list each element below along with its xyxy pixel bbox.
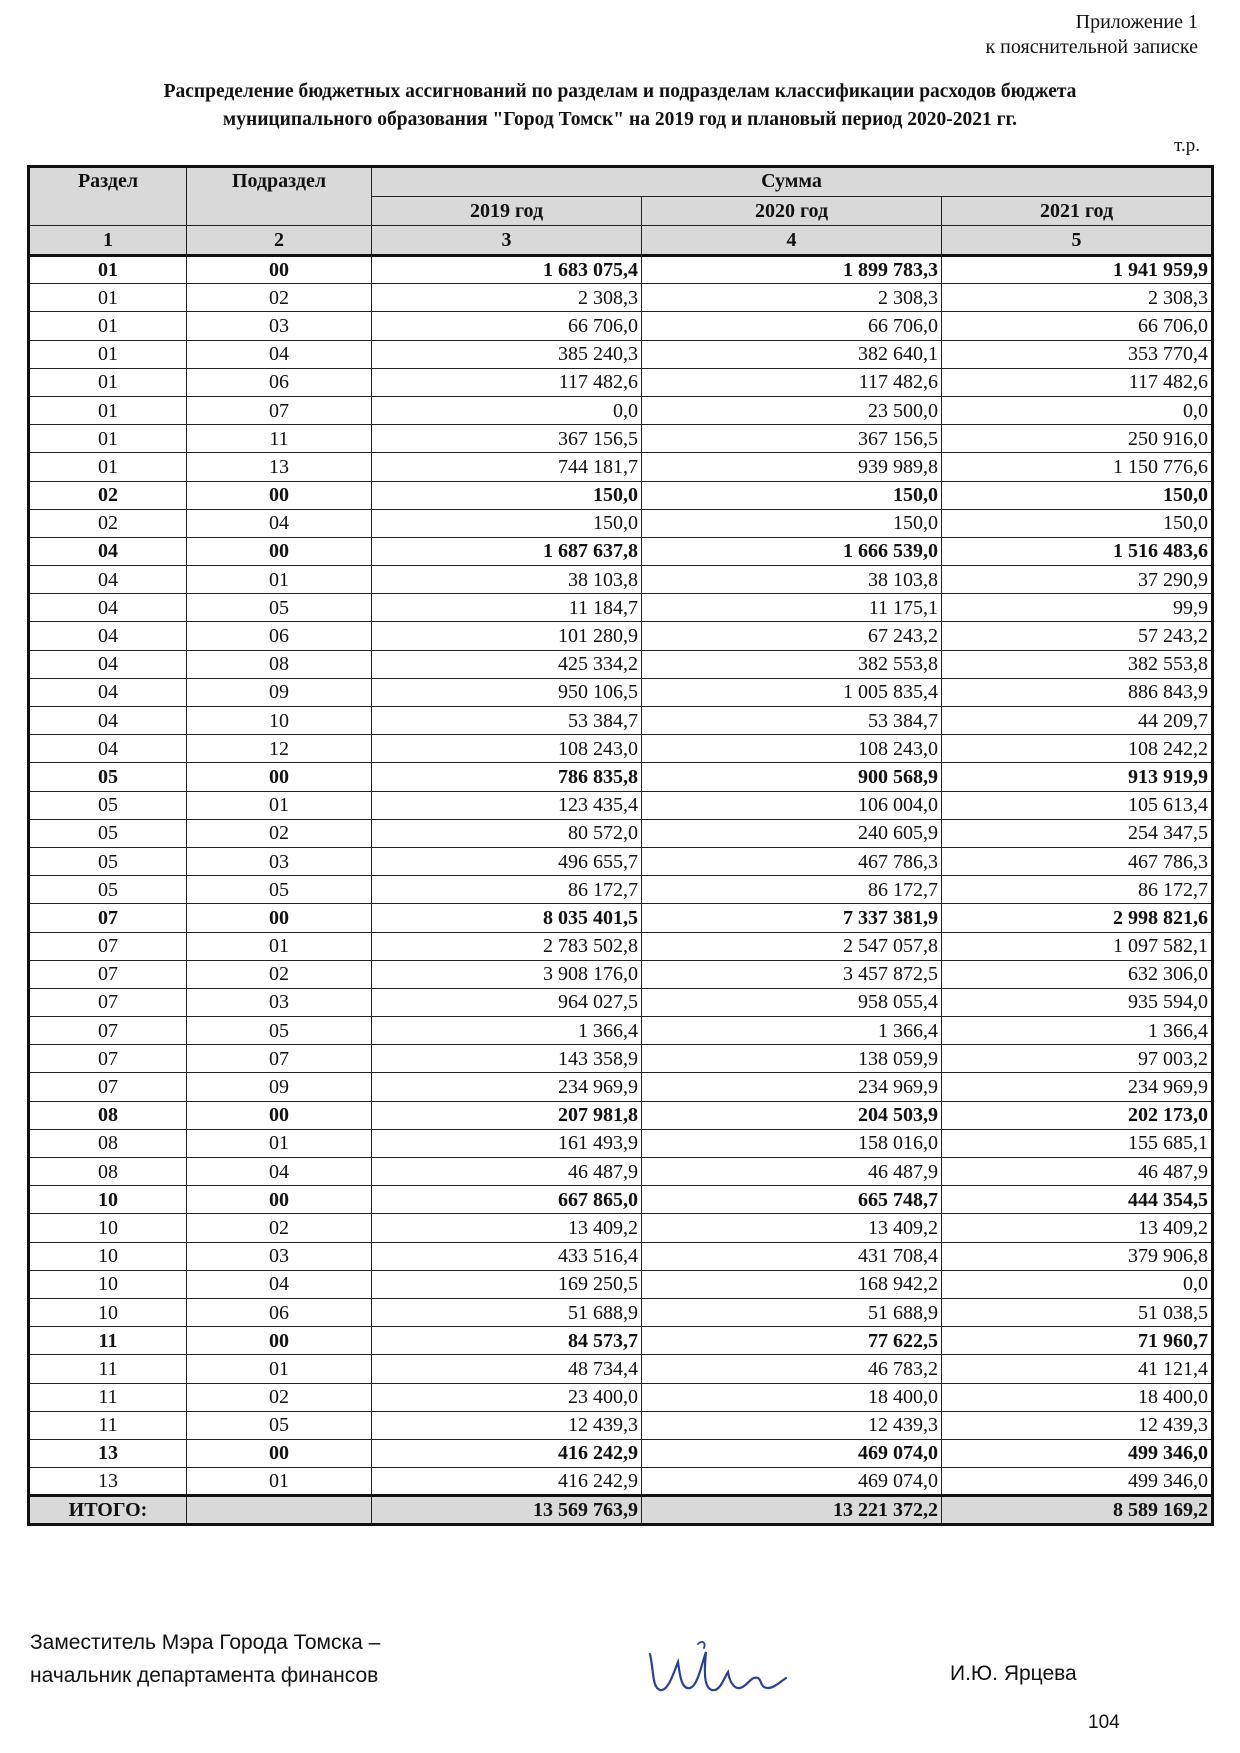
amount-2020: 168 942,2 <box>642 1270 942 1298</box>
section-code: 13 <box>29 1468 187 1496</box>
total-label: ИТОГО: <box>29 1496 187 1525</box>
amount-2020: 234 969,9 <box>642 1073 942 1101</box>
amount-2019: 964 027,5 <box>372 988 642 1016</box>
subsection-code: 09 <box>187 1073 372 1101</box>
amount-2021: 935 594,0 <box>942 988 1213 1016</box>
amount-2021: 37 290,9 <box>942 566 1213 594</box>
table-row <box>29 1017 1213 1045</box>
section-code: 01 <box>29 368 187 396</box>
subsection-code: 07 <box>187 1045 372 1073</box>
amount-2020: 900 568,9 <box>642 763 942 791</box>
section-code: 01 <box>29 256 187 284</box>
column-number-4: 4 <box>642 226 942 256</box>
section-code: 07 <box>29 904 187 932</box>
amount-2021: 254 347,5 <box>942 819 1213 847</box>
amount-2021: 108 242,2 <box>942 735 1213 763</box>
section-code: 02 <box>29 481 187 509</box>
amount-2020: 138 059,9 <box>642 1045 942 1073</box>
table-row <box>29 396 1213 424</box>
section-total-row <box>29 1327 1213 1355</box>
table-row <box>29 340 1213 368</box>
section-code: 07 <box>29 1073 187 1101</box>
section-code: 08 <box>29 1158 187 1186</box>
table-row <box>29 707 1213 735</box>
section-total-row <box>29 1439 1213 1467</box>
amount-2020: 106 004,0 <box>642 791 942 819</box>
amount-2021: 155 685,1 <box>942 1129 1213 1157</box>
section-code: 04 <box>29 566 187 594</box>
amount-2020: 46 783,2 <box>642 1355 942 1383</box>
subsection-code: 05 <box>187 594 372 622</box>
section-code: 08 <box>29 1101 187 1129</box>
subsection-code: 03 <box>187 1242 372 1270</box>
section-code: 07 <box>29 1017 187 1045</box>
section-code: 05 <box>29 791 187 819</box>
signer-name: И.Ю. Ярцева <box>950 1662 1077 1685</box>
table-row <box>29 960 1213 988</box>
amount-2020: 939 989,8 <box>642 453 942 481</box>
amount-2021: 0,0 <box>942 396 1213 424</box>
table-row <box>29 791 1213 819</box>
amount-2020: 86 172,7 <box>642 876 942 904</box>
amount-2020: 12 439,3 <box>642 1411 942 1439</box>
amount-2019: 0,0 <box>372 396 642 424</box>
amount-2020: 150,0 <box>642 509 942 537</box>
column-number-2: 2 <box>187 226 372 256</box>
amount-2019: 496 655,7 <box>372 847 642 875</box>
amount-2021: 105 613,4 <box>942 791 1213 819</box>
column-number-3: 3 <box>372 226 642 256</box>
section-code: 11 <box>29 1355 187 1383</box>
amount-2021: 86 172,7 <box>942 876 1213 904</box>
subsection-code: 10 <box>187 707 372 735</box>
amount-2020: 66 706,0 <box>642 312 942 340</box>
table-row <box>29 735 1213 763</box>
amount-2019: 234 969,9 <box>372 1073 642 1101</box>
amount-2019: 11 184,7 <box>372 594 642 622</box>
amount-2021: 886 843,9 <box>942 678 1213 706</box>
section-code: 10 <box>29 1214 187 1242</box>
section-total-row <box>29 537 1213 565</box>
amount-2019: 2 308,3 <box>372 284 642 312</box>
amount-2019: 1 683 075,4 <box>372 256 642 284</box>
section-code: 07 <box>29 932 187 960</box>
amount-2020: 467 786,3 <box>642 847 942 875</box>
subsection-code: 04 <box>187 1270 372 1298</box>
amount-2019: 150,0 <box>372 481 642 509</box>
amount-2020: 7 337 381,9 <box>642 904 942 932</box>
total-row <box>29 1496 1213 1525</box>
amount-2019: 2 783 502,8 <box>372 932 642 960</box>
section-code: 08 <box>29 1129 187 1157</box>
section-code: 13 <box>29 1439 187 1467</box>
header-sum: Сумма <box>372 167 1213 197</box>
subsection-code: 00 <box>187 904 372 932</box>
amount-2021: 99,9 <box>942 594 1213 622</box>
amount-2019: 86 172,7 <box>372 876 642 904</box>
subsection-code: 00 <box>187 481 372 509</box>
amount-2020: 13 409,2 <box>642 1214 942 1242</box>
subsection-code: 01 <box>187 1129 372 1157</box>
section-code: 01 <box>29 453 187 481</box>
section-code: 07 <box>29 988 187 1016</box>
section-code: 04 <box>29 707 187 735</box>
amount-2021: 18 400,0 <box>942 1383 1213 1411</box>
header-year-2021: 2021 год <box>942 197 1213 226</box>
budget-table <box>27 165 1214 1526</box>
amount-2021: 97 003,2 <box>942 1045 1213 1073</box>
signer-title <box>30 1626 470 1692</box>
header-year-2020: 2020 год <box>642 197 942 226</box>
subsection-code: 01 <box>187 1468 372 1496</box>
amount-2021: 57 243,2 <box>942 622 1213 650</box>
signer-line-2: начальник департамента финансов <box>30 1664 379 1687</box>
table-row <box>29 988 1213 1016</box>
table-row <box>29 1270 1213 1298</box>
amount-2019: 207 981,8 <box>372 1101 642 1129</box>
amount-2021: 632 306,0 <box>942 960 1213 988</box>
amount-2019: 416 242,9 <box>372 1468 642 1496</box>
amount-2019: 950 106,5 <box>372 678 642 706</box>
table-row <box>29 876 1213 904</box>
subsection-code: 00 <box>187 1439 372 1467</box>
table-row <box>29 678 1213 706</box>
amount-2020: 1 666 539,0 <box>642 537 942 565</box>
section-code: 10 <box>29 1298 187 1326</box>
table-row <box>29 1073 1213 1101</box>
table-row <box>29 1468 1213 1496</box>
amount-2019: 51 688,9 <box>372 1298 642 1326</box>
amount-2021: 0,0 <box>942 1270 1213 1298</box>
amount-2021: 499 346,0 <box>942 1468 1213 1496</box>
amount-2020: 18 400,0 <box>642 1383 942 1411</box>
amount-2021: 13 409,2 <box>942 1214 1213 1242</box>
amount-2021: 1 150 776,6 <box>942 453 1213 481</box>
amount-2019: 667 865,0 <box>372 1186 642 1214</box>
appendix-note <box>778 10 1198 60</box>
table-row <box>29 425 1213 453</box>
section-code: 01 <box>29 284 187 312</box>
amount-2021: 499 346,0 <box>942 1439 1213 1467</box>
amount-2021: 1 366,4 <box>942 1017 1213 1045</box>
amount-2020: 51 688,9 <box>642 1298 942 1326</box>
amount-2019: 433 516,4 <box>372 1242 642 1270</box>
subsection-code: 07 <box>187 396 372 424</box>
header-year-2019: 2019 год <box>372 197 642 226</box>
subsection-code: 09 <box>187 678 372 706</box>
subsection-code: 06 <box>187 368 372 396</box>
subsection-code: 01 <box>187 566 372 594</box>
amount-2021: 44 209,7 <box>942 707 1213 735</box>
section-code: 04 <box>29 594 187 622</box>
section-code: 04 <box>29 678 187 706</box>
amount-2019: 1 687 637,8 <box>372 537 642 565</box>
amount-2021: 234 969,9 <box>942 1073 1213 1101</box>
amount-2021: 1 516 483,6 <box>942 537 1213 565</box>
amount-2020: 1 005 835,4 <box>642 678 942 706</box>
section-code: 02 <box>29 509 187 537</box>
document-title <box>40 78 1200 134</box>
section-code: 05 <box>29 763 187 791</box>
subsection-code: 05 <box>187 1017 372 1045</box>
amount-2021: 1 941 959,9 <box>942 256 1213 284</box>
amount-2020: 53 384,7 <box>642 707 942 735</box>
section-total-row <box>29 1186 1213 1214</box>
section-code: 04 <box>29 650 187 678</box>
amount-2021: 150,0 <box>942 481 1213 509</box>
table-row <box>29 1158 1213 1186</box>
total-empty-cell <box>187 1496 372 1525</box>
subsection-code: 00 <box>187 763 372 791</box>
subsection-code: 03 <box>187 312 372 340</box>
amount-2021: 2 308,3 <box>942 284 1213 312</box>
table-row <box>29 1214 1213 1242</box>
amount-2021: 379 906,8 <box>942 1242 1213 1270</box>
subsection-code: 00 <box>187 537 372 565</box>
subsection-code: 03 <box>187 847 372 875</box>
section-code: 01 <box>29 312 187 340</box>
table-row <box>29 932 1213 960</box>
amount-2021: 444 354,5 <box>942 1186 1213 1214</box>
amount-2019: 150,0 <box>372 509 642 537</box>
amount-2019: 46 487,9 <box>372 1158 642 1186</box>
amount-2021: 2 998 821,6 <box>942 904 1213 932</box>
subsection-code: 06 <box>187 622 372 650</box>
section-code: 10 <box>29 1242 187 1270</box>
amount-2020: 1 899 783,3 <box>642 256 942 284</box>
amount-2021: 117 482,6 <box>942 368 1213 396</box>
section-total-row <box>29 904 1213 932</box>
table-row <box>29 1129 1213 1157</box>
amount-2019: 8 035 401,5 <box>372 904 642 932</box>
table-row <box>29 1242 1213 1270</box>
subsection-code: 08 <box>187 650 372 678</box>
total-2019: 13 569 763,9 <box>372 1496 642 1525</box>
amount-2020: 77 622,5 <box>642 1327 942 1355</box>
amount-2021: 46 487,9 <box>942 1158 1213 1186</box>
total-2021: 8 589 169,2 <box>942 1496 1213 1525</box>
subsection-code: 00 <box>187 1327 372 1355</box>
signer-line-1: Заместитель Мэра Города Томска – <box>30 1631 381 1654</box>
amount-2019: 108 243,0 <box>372 735 642 763</box>
subsection-code: 05 <box>187 1411 372 1439</box>
column-number-5: 5 <box>942 226 1213 256</box>
section-code: 05 <box>29 819 187 847</box>
section-code: 10 <box>29 1270 187 1298</box>
amount-2019: 13 409,2 <box>372 1214 642 1242</box>
subsection-code: 02 <box>187 819 372 847</box>
amount-2019: 385 240,3 <box>372 340 642 368</box>
amount-2020: 2 547 057,8 <box>642 932 942 960</box>
section-total-row <box>29 481 1213 509</box>
table-body <box>29 256 1213 1496</box>
section-code: 11 <box>29 1411 187 1439</box>
subsection-code: 01 <box>187 1355 372 1383</box>
amount-2019: 12 439,3 <box>372 1411 642 1439</box>
amount-2020: 665 748,7 <box>642 1186 942 1214</box>
amount-2021: 66 706,0 <box>942 312 1213 340</box>
amount-2021: 51 038,5 <box>942 1298 1213 1326</box>
amount-2020: 2 308,3 <box>642 284 942 312</box>
table-row <box>29 847 1213 875</box>
subsection-code: 12 <box>187 735 372 763</box>
section-code: 11 <box>29 1383 187 1411</box>
subsection-code: 02 <box>187 1214 372 1242</box>
subsection-code: 05 <box>187 876 372 904</box>
subsection-code: 13 <box>187 453 372 481</box>
subsection-code: 02 <box>187 1383 372 1411</box>
units-label: т.р. <box>1174 135 1200 156</box>
header-section: Раздел <box>29 167 187 226</box>
subsection-code: 01 <box>187 932 372 960</box>
table-row <box>29 1298 1213 1326</box>
section-code: 01 <box>29 396 187 424</box>
subsection-code: 02 <box>187 284 372 312</box>
amount-2020: 38 103,8 <box>642 566 942 594</box>
amount-2020: 117 482,6 <box>642 368 942 396</box>
amount-2021: 202 173,0 <box>942 1101 1213 1129</box>
section-code: 04 <box>29 735 187 763</box>
section-code: 01 <box>29 340 187 368</box>
amount-2020: 46 487,9 <box>642 1158 942 1186</box>
appendix-line-1: Приложение 1 <box>1075 11 1198 33</box>
amount-2019: 367 156,5 <box>372 425 642 453</box>
subsection-code: 06 <box>187 1298 372 1326</box>
amount-2020: 23 500,0 <box>642 396 942 424</box>
table-row <box>29 1411 1213 1439</box>
amount-2020: 367 156,5 <box>642 425 942 453</box>
amount-2020: 382 553,8 <box>642 650 942 678</box>
amount-2020: 150,0 <box>642 481 942 509</box>
amount-2020: 240 605,9 <box>642 819 942 847</box>
subsection-code: 02 <box>187 960 372 988</box>
amount-2020: 382 640,1 <box>642 340 942 368</box>
amount-2020: 469 074,0 <box>642 1439 942 1467</box>
amount-2019: 53 384,7 <box>372 707 642 735</box>
section-code: 11 <box>29 1327 187 1355</box>
amount-2019: 66 706,0 <box>372 312 642 340</box>
subsection-code: 01 <box>187 791 372 819</box>
table-row <box>29 594 1213 622</box>
section-code: 05 <box>29 847 187 875</box>
subsection-code: 11 <box>187 425 372 453</box>
amount-2019: 786 835,8 <box>372 763 642 791</box>
subsection-code: 00 <box>187 1101 372 1129</box>
amount-2019: 48 734,4 <box>372 1355 642 1383</box>
amount-2019: 416 242,9 <box>372 1439 642 1467</box>
table-row <box>29 566 1213 594</box>
amount-2019: 169 250,5 <box>372 1270 642 1298</box>
amount-2021: 150,0 <box>942 509 1213 537</box>
amount-2019: 80 572,0 <box>372 819 642 847</box>
amount-2021: 382 553,8 <box>942 650 1213 678</box>
amount-2021: 41 121,4 <box>942 1355 1213 1383</box>
amount-2020: 1 366,4 <box>642 1017 942 1045</box>
amount-2019: 3 908 176,0 <box>372 960 642 988</box>
amount-2019: 101 280,9 <box>372 622 642 650</box>
amount-2021: 467 786,3 <box>942 847 1213 875</box>
amount-2021: 12 439,3 <box>942 1411 1213 1439</box>
amount-2021: 353 770,4 <box>942 340 1213 368</box>
table-row <box>29 1383 1213 1411</box>
total-2020: 13 221 372,2 <box>642 1496 942 1525</box>
table-row <box>29 622 1213 650</box>
amount-2019: 23 400,0 <box>372 1383 642 1411</box>
amount-2020: 431 708,4 <box>642 1242 942 1270</box>
amount-2020: 469 074,0 <box>642 1468 942 1496</box>
page-number: 104 <box>1088 1712 1120 1733</box>
table-row <box>29 312 1213 340</box>
header-subsection: Подраздел <box>187 167 372 226</box>
amount-2020: 204 503,9 <box>642 1101 942 1129</box>
subsection-code: 04 <box>187 1158 372 1186</box>
section-code: 01 <box>29 425 187 453</box>
amount-2020: 158 016,0 <box>642 1129 942 1157</box>
amount-2021: 913 919,9 <box>942 763 1213 791</box>
section-total-row <box>29 763 1213 791</box>
table-row <box>29 284 1213 312</box>
amount-2020: 67 243,2 <box>642 622 942 650</box>
title-line-2: муниципального образования "Город Томск" на 2019 год и плановый период 2020-2021 гг. <box>222 109 1018 130</box>
table-row <box>29 819 1213 847</box>
amount-2020: 11 175,1 <box>642 594 942 622</box>
column-number-1: 1 <box>29 226 187 256</box>
section-code: 10 <box>29 1186 187 1214</box>
appendix-line-2: к пояснительной записке <box>985 36 1198 58</box>
handwritten-signature <box>640 1632 790 1702</box>
table-row <box>29 1045 1213 1073</box>
amount-2019: 1 366,4 <box>372 1017 642 1045</box>
section-code: 05 <box>29 876 187 904</box>
amount-2020: 3 457 872,5 <box>642 960 942 988</box>
title-line-1: Распределение бюджетных ассигнований по разделам и подразделам классификации расходов бюджета <box>163 81 1077 102</box>
section-code: 07 <box>29 1045 187 1073</box>
subsection-code: 03 <box>187 988 372 1016</box>
section-total-row <box>29 1101 1213 1129</box>
subsection-code: 00 <box>187 256 372 284</box>
section-code: 04 <box>29 622 187 650</box>
amount-2019: 84 573,7 <box>372 1327 642 1355</box>
table-row <box>29 650 1213 678</box>
amount-2020: 108 243,0 <box>642 735 942 763</box>
subsection-code: 04 <box>187 340 372 368</box>
amount-2021: 1 097 582,1 <box>942 932 1213 960</box>
amount-2019: 161 493,9 <box>372 1129 642 1157</box>
amount-2020: 958 055,4 <box>642 988 942 1016</box>
table-row <box>29 368 1213 396</box>
amount-2021: 250 916,0 <box>942 425 1213 453</box>
amount-2019: 117 482,6 <box>372 368 642 396</box>
section-code: 07 <box>29 960 187 988</box>
amount-2019: 744 181,7 <box>372 453 642 481</box>
amount-2019: 123 435,4 <box>372 791 642 819</box>
table-row <box>29 453 1213 481</box>
amount-2019: 143 358,9 <box>372 1045 642 1073</box>
amount-2019: 38 103,8 <box>372 566 642 594</box>
subsection-code: 04 <box>187 509 372 537</box>
section-total-row <box>29 256 1213 284</box>
table-row <box>29 509 1213 537</box>
table-row <box>29 1355 1213 1383</box>
section-code: 04 <box>29 537 187 565</box>
subsection-code: 00 <box>187 1186 372 1214</box>
amount-2019: 425 334,2 <box>372 650 642 678</box>
table-header <box>29 167 1213 256</box>
amount-2021: 71 960,7 <box>942 1327 1213 1355</box>
